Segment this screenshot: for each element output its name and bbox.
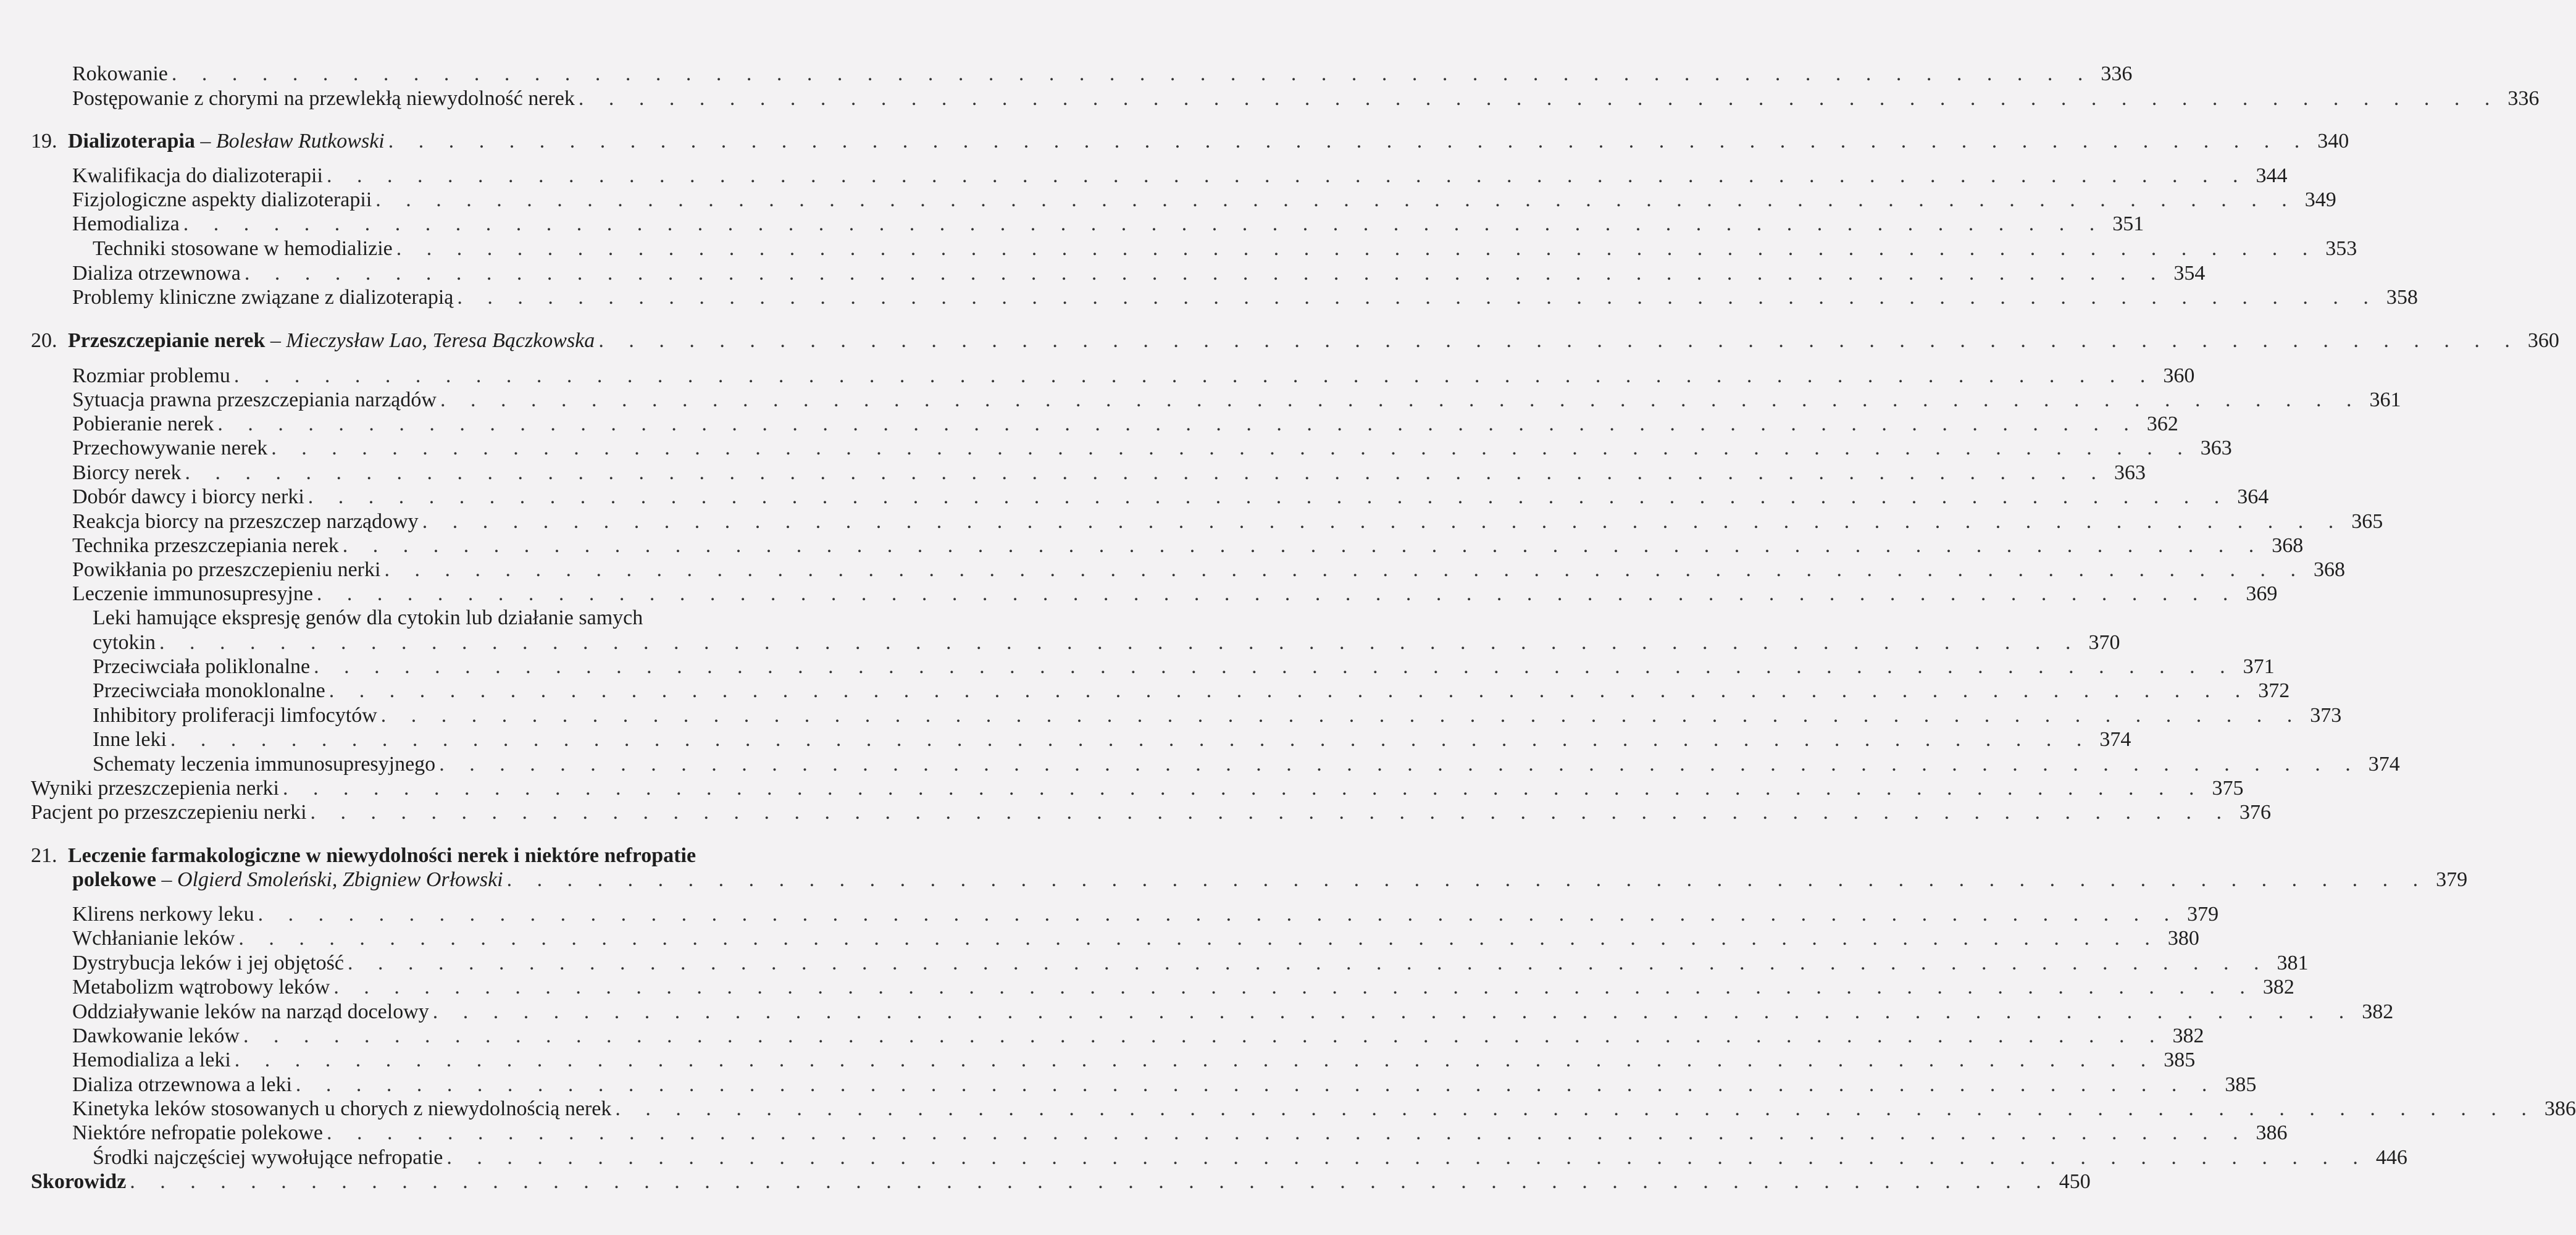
page-number: 373 <box>2310 704 2342 727</box>
entry-title: Dializa otrzewnowa <box>72 262 241 285</box>
entry-title: Sytuacja prawna przeszczepiania narządów <box>72 388 437 411</box>
page-number: 386 <box>2256 1121 2288 1144</box>
entry-title: Oddziaływanie leków na narząd docelowy <box>72 1000 429 1023</box>
toc-subentry <box>93 630 2120 655</box>
chapter-title-cont: polekowe <box>72 868 156 891</box>
entry-title: Niektóre nefropatie polekowe <box>72 1121 323 1144</box>
page-number: 374 <box>2368 753 2400 776</box>
toc-entry <box>72 534 2304 558</box>
dot-leader: . . . . . . . . . . . . . . . . . . . . . . . . . . . . . . . . . . . . . . . . . . . . . . . . . . . . . . . . . . . . . . . . <box>422 510 2344 533</box>
chapter-heading-first-line <box>31 844 696 868</box>
entry-title: Rozmiar problemu <box>72 364 230 387</box>
dot-leader: . . . . . . . . . . . . . . . . . . . . . . . . . . . . . . . . . . . . . . . . . . . . . . . . . . . . . . . . . . . . . . . . <box>244 262 2166 285</box>
chapter-authors: Mieczysław Lao, Teresa Bączkowska <box>286 329 595 352</box>
index-entry <box>31 1170 2091 1194</box>
title-separator: – <box>194 130 216 153</box>
chapter-title-group <box>68 129 385 154</box>
toc-entry <box>72 1073 2257 1097</box>
toc-subentry <box>93 727 2131 752</box>
toc-entry <box>72 412 2178 437</box>
dot-leader: . . . . . . . . . . . . . . . . . . . . . . . . . . . . . . . . . . . . . . . . . . . . . . . . . . . . . . . . . . . . . . . . <box>396 237 2318 260</box>
page-number: 382 <box>2172 1024 2204 1047</box>
toc-entry <box>72 902 2219 927</box>
toc-entry <box>31 800 2272 825</box>
dot-leader: . . . . . . . . . . . . . . . . . . . . . . . . . . . . . . . . . . . . . . . . . . . . . . . . . . . . . . . . . . . . . . . . <box>333 976 2255 998</box>
entry-title: Kwalifikacja do dializoterapii <box>72 164 323 187</box>
page-number: 446 <box>2375 1146 2407 1169</box>
dot-leader: . . . . . . . . . . . . . . . . . . . . . . . . . . . . . . . . . . . . . . . . . . . . . . . . . . . . . . . . . . . . . . . . <box>257 903 2180 926</box>
dot-leader: . . . . . . . . . . . . . . . . . . . . . . . . . . . . . . . . . . . . . . . . . . . . . . . . . . . . . . . . . . . . . . . . <box>326 1121 2248 1144</box>
page-number: 344 <box>2256 164 2288 187</box>
dot-leader: . . . . . . . . . . . . . . . . . . . . . . . . . . . . . . . . . . . . . . . . . . . . . . . . . . . . . . . . . . . . . . . . <box>598 329 2520 352</box>
page-number: 381 <box>2277 952 2309 974</box>
entry-title: Skorowidz <box>31 1170 127 1193</box>
page-number: 336 <box>2101 62 2133 85</box>
entry-title: Postępowanie z chorymi na przewlekłą niewydolność nerek <box>72 87 575 110</box>
dot-leader: . . . . . . . . . . . . . . . . . . . . . . . . . . . . . . . . . . . . . . . . . . . . . . . . . . . . . . . . . . . . . . . . <box>310 801 2232 824</box>
entry-title: Przeciwciała poliklonalne <box>93 655 311 678</box>
toc-entry <box>72 388 2401 412</box>
toc-entry <box>72 1024 2204 1049</box>
dot-leader: . . . . . . . . . . . . . . . . . . . . . . . . . . . . . . . . . . . . . . . . . . . . . . . . . . . . . . . . . . . . . . . . <box>238 927 2160 950</box>
entry-title: Rokowanie <box>72 62 168 85</box>
page-number: 382 <box>2262 976 2294 998</box>
page-number: 361 <box>2369 388 2401 411</box>
toc-entry <box>72 436 2232 461</box>
chapter-heading <box>31 129 2349 154</box>
dot-leader: . . . . . . . . . . . . . . . . . . . . . . . . . . . . . . . . . . . . . . . . . . . . . . . . . . . . . . . . . . . . . . . . <box>380 704 2302 727</box>
page-number: 365 <box>2351 510 2383 533</box>
page-number: 340 <box>2317 130 2349 153</box>
dot-leader: . . . . . . . . . . . . . . . . . . . . . . . . . . . . . . . . . . . . . . . . . . . . . . . . . . . . . . . . . . . . . . . . <box>295 1073 2217 1096</box>
chapter-title-group <box>72 868 503 892</box>
page-number: 374 <box>2099 728 2131 751</box>
dot-leader: . . . . . . . . . . . . . . . . . . . . . . . . . . . . . . . . . . . . . . . . . . . . . . . . . . . . . . . . . . . . . . . . <box>307 485 2230 508</box>
dot-leader: . . . . . . . . . . . . . . . . . . . . . . . . . . . . . . . . . . . . . . . . . . . . . . . . . . . . . . . . . . . . . . . . <box>375 188 2297 211</box>
dot-leader: . . . . . . . . . . . . . . . . . . . . . . . . . . . . . . . . . . . . . . . . . . . . . . . . . . . . . . . . . . . . . . . . <box>170 728 2092 751</box>
page-number: 363 <box>2200 437 2232 459</box>
toc-entry <box>72 164 2288 188</box>
toc-entry <box>72 1097 2576 1121</box>
toc-entry <box>72 558 2345 582</box>
dot-leader: . . . . . . . . . . . . . . . . . . . . . . . . . . . . . . . . . . . . . . . . . . . . . . . . . . . . . . . . . . . . . . . . <box>506 868 2428 891</box>
dot-leader: . . . . . . . . . . . . . . . . . . . . . . . . . . . . . . . . . . . . . . . . . . . . . . . . . . . . . . . . . . . . . . . . <box>439 753 2361 776</box>
page-number: 450 <box>2059 1170 2091 1193</box>
entry-title: Biorcy nerek <box>72 461 182 484</box>
dot-leader: . . . . . . . . . . . . . . . . . . . . . . . . . . . . . . . . . . . . . . . . . . . . . . . . . . . . . . . . . . . . . . . . <box>316 582 2238 605</box>
toc-subentry <box>93 679 2290 703</box>
title-separator: – <box>156 868 177 891</box>
dot-leader: . . . . . . . . . . . . . . . . . . . . . . . . . . . . . . . . . . . . . . . . . . . . . . . . . . . . . . . . . . . . . . . . <box>185 461 2107 484</box>
entry-title: Problemy kliniczne związane z dializoterapią <box>72 286 454 309</box>
chapter-authors: Bolesław Rutkowski <box>215 130 385 153</box>
toc-entry <box>72 62 2133 86</box>
page-number: 385 <box>2164 1049 2196 1071</box>
dot-leader: . . . . . . . . . . . . . . . . . . . . . . . . . . . . . . . . . . . . . . . . . . . . . . . . . . . . . . . . . . . . . . . . <box>432 1000 2354 1023</box>
toc-entry <box>72 509 2383 534</box>
entry-title: Schematy leczenia immunosupresyjnego <box>93 753 436 776</box>
dot-leader: . . . . . . . . . . . . . . . . . . . . . . . . . . . . . . . . . . . . . . . . . . . . . . . . . . . . . . . . . . . . . . . . <box>314 655 2235 678</box>
entry-title: Kinetyka leków stosowanych u chorych z niewydolnością nerek <box>72 1097 612 1120</box>
dot-leader: . . . . . . . . . . . . . . . . . . . . . . . . . . . . . . . . . . . . . . . . . . . . . . . . . . . . . . . . . . . . . . . . <box>243 1024 2165 1047</box>
page-number: 336 <box>2507 87 2540 110</box>
chapter-authors: Olgierd Smoleński, Zbigniew Orłowski <box>177 868 503 891</box>
dot-leader: . . . . . . . . . . . . . . . . . . . . . . . . . . . . . . . . . . . . . . . . . . . . . . . . . . . . . . . . . . . . . . . . <box>326 164 2248 187</box>
toc-entry <box>72 285 2418 310</box>
toc-entry <box>72 212 2144 237</box>
page-number: 379 <box>2187 903 2219 926</box>
toc-entry <box>72 261 2206 286</box>
dot-leader: . . . . . . . . . . . . . . . . . . . . . . . . . . . . . . . . . . . . . . . . . . . . . . . . . . . . . . . . . . . . . . . . <box>130 1170 2051 1193</box>
page-number: 362 <box>2146 412 2178 435</box>
toc-entry <box>72 926 2199 951</box>
chapter-number: 21. <box>31 844 57 867</box>
toc-subentry <box>93 237 2357 261</box>
dot-leader: . . . . . . . . . . . . . . . . . . . . . . . . . . . . . . . . . . . . . . . . . . . . . . . . . . . . . . . . . . . . . . . . <box>440 388 2362 411</box>
toc-subentry-first-line: Leki hamujące ekspresję genów dla cytokin lub działanie samych <box>93 606 643 629</box>
chapter-heading <box>31 329 2559 353</box>
page-number: 368 <box>2272 534 2304 557</box>
toc-entry <box>72 1048 2196 1073</box>
page-number: 351 <box>2112 212 2144 235</box>
entry-title: Dobór dawcy i biorcy nerki <box>72 485 304 508</box>
entry-title: Przechowywanie nerek <box>72 437 268 459</box>
dot-leader: . . . . . . . . . . . . . . . . . . . . . . . . . . . . . . . . . . . . . . . . . . . . . . . . . . . . . . . . . . . . . . . . <box>578 87 2500 110</box>
page-number: 372 <box>2258 679 2290 702</box>
entry-title: Metabolizm wątrobowy leków <box>72 976 330 998</box>
toc-entry <box>72 461 2146 485</box>
page-number: 386 <box>2544 1097 2576 1120</box>
dot-leader: . . . . . . . . . . . . . . . . . . . . . . . . . . . . . . . . . . . . . . . . . . . . . . . . . . . . . . . . . . . . . . . . <box>282 777 2204 800</box>
entry-title: Dializa otrzewnowa a leki <box>72 1073 292 1096</box>
entry-title: Powikłania po przeszczepieniu nerki <box>72 558 381 581</box>
page-number: 376 <box>2239 801 2272 824</box>
page-number: 379 <box>2436 868 2468 891</box>
toc-entry <box>72 975 2294 1000</box>
toc-entry <box>72 188 2336 212</box>
page-number: 360 <box>2163 364 2195 387</box>
toc-subentry <box>93 752 2400 777</box>
entry-title: Pacjent po przeszczepieniu nerki <box>31 801 307 824</box>
dot-leader: . . . . . . . . . . . . . . . . . . . . . . . . . . . . . . . . . . . . . . . . . . . . . . . . . . . . . . . . . . . . . . . . <box>388 130 2310 153</box>
toc-entry <box>72 364 2195 388</box>
toc-entry <box>72 1121 2288 1145</box>
page-number: 368 <box>2313 558 2345 581</box>
title-separator: – <box>265 329 286 352</box>
toc-entry <box>31 776 2244 801</box>
dot-leader: . . . . . . . . . . . . . . . . . . . . . . . . . . . . . . . . . . . . . . . . . . . . . . . . . . . . . . . . . . . . . . . . <box>159 631 2081 654</box>
dot-leader: . . . . . . . . . . . . . . . . . . . . . . . . . . . . . . . . . . . . . . . . . . . . . . . . . . . . . . . . . . . . . . . . <box>384 558 2306 581</box>
page-number: 371 <box>2243 655 2275 678</box>
dot-leader: . . . . . . . . . . . . . . . . . . . . . . . . . . . . . . . . . . . . . . . . . . . . . . . . . . . . . . . . . . . . . . . . <box>342 534 2264 557</box>
entry-title: Inhibitory proliferacji limfocytów <box>93 704 377 727</box>
page-number: 349 <box>2304 188 2336 211</box>
entry-title: Reakcja biorcy na przeszczep narządowy <box>72 510 419 533</box>
dot-leader: . . . . . . . . . . . . . . . . . . . . . . . . . . . . . . . . . . . . . . . . . . . . . . . . . . . . . . . . . . . . . . . . <box>183 212 2105 235</box>
entry-title: Wyniki przeszczepienia nerki <box>31 777 279 800</box>
entry-title: Środki najczęściej wywołujące nefropatie <box>93 1146 443 1169</box>
dot-leader: . . . . . . . . . . . . . . . . . . . . . . . . . . . . . . . . . . . . . . . . . . . . . . . . . . . . . . . . . . . . . . . . <box>348 952 2269 974</box>
dot-leader: . . . . . . . . . . . . . . . . . . . . . . . . . . . . . . . . . . . . . . . . . . . . . . . . . . . . . . . . . . . . . . . . <box>328 679 2251 702</box>
chapter-title-group <box>68 329 595 353</box>
page-number: 375 <box>2212 777 2244 800</box>
entry-title: Hemodializa a leki <box>72 1049 231 1071</box>
toc-entry <box>72 485 2269 509</box>
dot-leader: . . . . . . . . . . . . . . . . . . . . . . . . . . . . . . . . . . . . . . . . . . . . . . . . . . . . . . . . . . . . . . . . <box>217 412 2139 435</box>
toc-subentry <box>93 655 2275 679</box>
toc-subentry <box>93 703 2342 728</box>
toc-entry <box>72 582 2278 606</box>
chapter-number: 19. <box>31 130 57 153</box>
page-number: 369 <box>2246 582 2278 605</box>
dot-leader: . . . . . . . . . . . . . . . . . . . . . . . . . . . . . . . . . . . . . . . . . . . . . . . . . . . . . . . . . . . . . . . . <box>457 286 2378 309</box>
page-number: 385 <box>2225 1073 2257 1096</box>
page-number: 382 <box>2362 1000 2394 1023</box>
entry-title: cytokin <box>93 631 156 654</box>
entry-title: Dawkowanie leków <box>72 1024 240 1047</box>
chapter-title: Leczenie farmakologiczne w niewydolności nerek i niektóre nefropatie <box>68 844 696 867</box>
entry-title: Pobieranie nerek <box>72 412 214 435</box>
dot-leader: . . . . . . . . . . . . . . . . . . . . . . . . . . . . . . . . . . . . . . . . . . . . . . . . . . . . . . . . . . . . . . . . <box>234 1049 2156 1071</box>
page-number: 380 <box>2167 927 2199 950</box>
toc-entry <box>72 951 2309 976</box>
entry-title: Hemodializa <box>72 212 180 235</box>
chapter-heading <box>72 868 2468 892</box>
dot-leader: . . . . . . . . . . . . . . . . . . . . . . . . . . . . . . . . . . . . . . . . . . . . . . . . . . . . . . . . . . . . . . . . <box>171 62 2093 85</box>
toc-entry <box>72 1000 2394 1024</box>
entry-title: Klirens nerkowy leku <box>72 903 254 926</box>
page-number: 353 <box>2325 237 2357 260</box>
dot-leader: . . . . . . . . . . . . . . . . . . . . . . . . . . . . . . . . . . . . . . . . . . . . . . . . . . . . . . . . . . . . . . . . <box>271 437 2193 459</box>
chapter-title: Dializoterapia <box>68 130 195 153</box>
toc-entry <box>72 86 2540 111</box>
dot-leader: . . . . . . . . . . . . . . . . . . . . . . . . . . . . . . . . . . . . . . . . . . . . . . . . . . . . . . . . . . . . . . . . <box>446 1146 2368 1169</box>
page-number: 354 <box>2173 262 2206 285</box>
entry-title: Leczenie immunosupresyjne <box>72 582 313 605</box>
page-number: 370 <box>2088 631 2120 654</box>
page-number: 360 <box>2527 329 2559 352</box>
entry-title: Dystrybucja leków i jej objętość <box>72 952 345 974</box>
chapter-title: Przeszczepianie nerek <box>68 329 266 352</box>
page-number: 358 <box>2386 286 2418 309</box>
page-number: 363 <box>2114 461 2146 484</box>
entry-title: Techniki stosowane w hemodializie <box>93 237 393 260</box>
entry-title: Fizjologiczne aspekty dializoterapii <box>72 188 372 211</box>
dot-leader: . . . . . . . . . . . . . . . . . . . . . . . . . . . . . . . . . . . . . . . . . . . . . . . . . . . . . . . . . . . . . . . . <box>615 1097 2536 1120</box>
entry-title: Technika przeszczepiania nerek <box>72 534 339 557</box>
entry-title: Inne leki <box>93 728 167 751</box>
page-number: 364 <box>2237 485 2269 508</box>
dot-leader: . . . . . . . . . . . . . . . . . . . . . . . . . . . . . . . . . . . . . . . . . . . . . . . . . . . . . . . . . . . . . . . . <box>233 364 2156 387</box>
entry-title: Przeciwciała monoklonalne <box>93 679 325 702</box>
entry-title: Wchłanianie leków <box>72 927 235 950</box>
toc-subentry <box>93 1145 2407 1170</box>
chapter-number: 20. <box>31 329 57 352</box>
